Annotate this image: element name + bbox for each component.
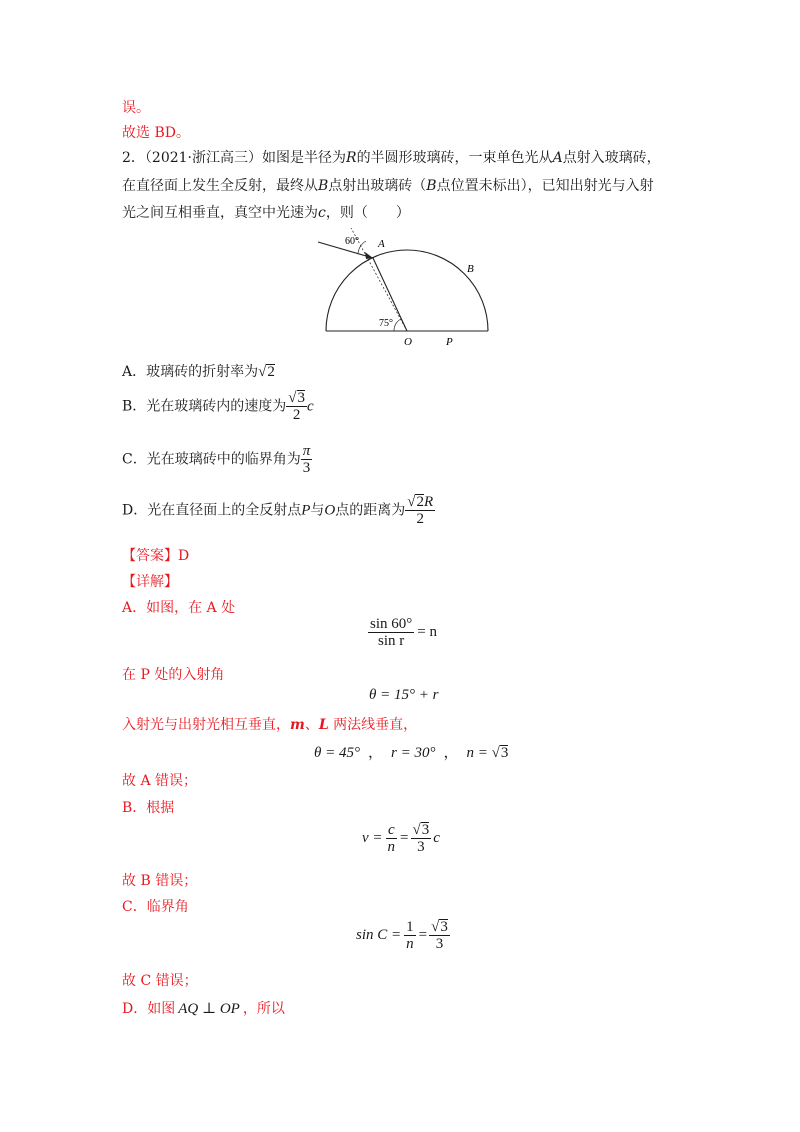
- fraction: [368, 616, 414, 649]
- question-source: （2021·浙江高三）: [144, 150, 263, 166]
- question-text: 点射出玻璃砖（: [328, 178, 427, 194]
- label-A: A: [378, 238, 385, 250]
- question-text: 点射入玻璃砖，: [562, 150, 661, 166]
- fraction: $\frac{√3}{3}$: [412, 822, 430, 855]
- label-O: O: [404, 336, 412, 348]
- question-number: 2．: [122, 150, 145, 166]
- var-P: P: [301, 502, 311, 519]
- part-a-conclusion: 故 A 错误；: [122, 773, 198, 789]
- eq-sep: ，: [368, 745, 384, 761]
- numerator: sin 60°: [370, 616, 413, 632]
- fraction: [386, 822, 398, 855]
- part-d-heading: [122, 998, 285, 1018]
- eq-sinC: sin C =: [356, 926, 402, 943]
- answer-label: 【答案】D: [122, 548, 190, 564]
- angle-arc-75: [394, 319, 401, 331]
- question-text: 点位置未标出），已知出射光与入射: [436, 178, 654, 194]
- var-R: R: [423, 494, 434, 510]
- fraction: $\frac{√3}{2}$: [288, 390, 306, 423]
- question-text: 在直径面上发生全反射，最终从: [122, 178, 318, 194]
- fraction: [301, 443, 313, 476]
- label-P: P: [446, 336, 453, 348]
- eq-v: v =: [362, 829, 383, 846]
- option-c: [122, 443, 312, 476]
- var-B: B: [426, 178, 437, 194]
- denominator: n: [387, 839, 396, 855]
- radicand: 3: [297, 390, 306, 406]
- fraction: $\frac{√3}{3}$: [431, 919, 448, 952]
- option-a-text: A．玻璃砖的折射率为: [122, 364, 259, 380]
- label-75: 75°: [379, 318, 393, 329]
- equation-4: [362, 822, 440, 855]
- eq-equals: =: [418, 926, 428, 943]
- eq-r: r = 30°: [391, 745, 436, 761]
- eq-equals: =: [400, 829, 409, 846]
- part-a-heading: A．如图，在 A 处: [122, 600, 236, 616]
- option-b: [122, 390, 314, 423]
- var-A: A: [552, 150, 563, 166]
- denominator: 3: [435, 936, 444, 952]
- p-incident-heading: 在 P 处的入射角: [122, 667, 225, 683]
- question-line-2: [122, 175, 654, 195]
- question-text: ，则（ ）: [325, 205, 410, 221]
- question-text: 光之间互相垂直，真空中光速为: [122, 205, 318, 221]
- text-line-choice: 故选 BD。: [122, 125, 190, 141]
- label-60: 60°: [345, 236, 359, 247]
- option-d-text: 点的距离为: [335, 502, 406, 519]
- equation-5: [356, 919, 452, 952]
- denominator: 3: [417, 839, 425, 855]
- var-c: c: [307, 398, 314, 415]
- radicand: 3: [440, 919, 448, 935]
- semicircle-arc: [326, 250, 488, 331]
- var-L: L: [318, 717, 329, 733]
- sqrt-expr: √2: [258, 364, 275, 380]
- var-O: O: [324, 502, 336, 519]
- radicand: 2: [267, 364, 275, 380]
- equation-2: θ = 15° + r: [369, 687, 439, 703]
- semicircle-figure: [310, 228, 495, 350]
- denominator: 3: [302, 460, 311, 476]
- eq-sep: ，: [443, 745, 459, 761]
- denominator: 2: [416, 511, 424, 527]
- fraction: [404, 919, 416, 952]
- equation-3: θ = 45° ， r = 30° ， n = √3: [314, 745, 509, 761]
- radicand: 3: [421, 822, 430, 838]
- option-d-text: 与: [310, 502, 325, 519]
- fraction: $\frac{√2R}{2}$: [407, 494, 434, 527]
- detail-label: 【详解】: [122, 574, 178, 590]
- option-c-text: C．光在玻璃砖中的临界角为: [122, 451, 301, 468]
- radicand: 2: [416, 494, 424, 510]
- part-d-text: ，所以: [242, 1001, 285, 1017]
- equation-rhs: = n: [417, 623, 437, 640]
- part-c-conclusion: 故 C 错误；: [122, 973, 198, 989]
- denominator: n: [406, 936, 414, 952]
- numerator: π: [302, 443, 311, 459]
- numerator: c: [386, 822, 398, 839]
- text-line-error: 误。: [122, 100, 150, 116]
- option-b-text: B．光在玻璃砖内的速度为: [122, 398, 287, 415]
- part-c-heading: C．临界角: [122, 899, 189, 915]
- option-d: [122, 494, 435, 527]
- var-c: c: [433, 829, 440, 846]
- part-b-conclusion: 故 B 错误；: [122, 873, 198, 889]
- var-c: c: [318, 205, 326, 221]
- question-text: 的半圆形玻璃砖，一束单色光从: [356, 150, 553, 166]
- eq-n: n =: [466, 745, 492, 761]
- eq-theta: θ = 45°: [314, 745, 360, 761]
- denominator: 2: [292, 407, 301, 423]
- radicand: 3: [500, 745, 509, 761]
- part-d-text: D．如图: [122, 1001, 176, 1017]
- denominator: sin r: [378, 633, 405, 649]
- question-line-3: [122, 202, 410, 222]
- label-B: B: [467, 263, 474, 275]
- option-d-text: D．光在直径面上的全反射点: [122, 502, 302, 519]
- var-B: B: [318, 178, 329, 194]
- question-text: 如图是半径为: [262, 150, 347, 166]
- numerator: 1: [406, 919, 414, 935]
- perp-expression: AQ ⊥ OP: [178, 1001, 240, 1017]
- var-m: m: [290, 717, 305, 733]
- perpendicular-line: [122, 714, 417, 734]
- equation-1: [368, 616, 437, 649]
- ray-arrow: [365, 252, 373, 259]
- perp-sep: 、: [304, 717, 319, 733]
- part-b-heading: B．根据: [122, 800, 175, 816]
- option-a: [122, 361, 275, 381]
- perp-text: 两法线垂直，: [328, 717, 418, 733]
- var-R: R: [346, 150, 357, 166]
- perp-text: 入射光与出射光相互垂直，: [122, 717, 290, 733]
- question-line-1: [122, 147, 661, 167]
